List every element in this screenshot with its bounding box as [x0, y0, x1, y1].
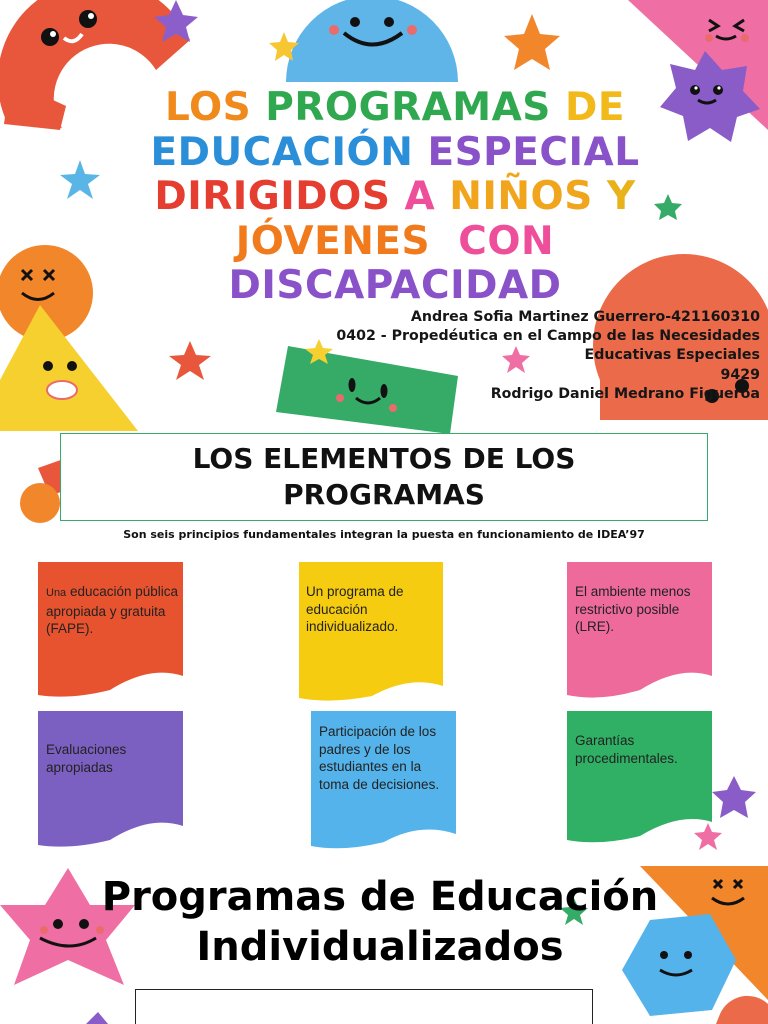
- pink-small-star-icon: [694, 823, 722, 850]
- author-line: Andrea Sofia Martinez Guerrero-421160310: [410, 309, 760, 325]
- red-star-icon: [169, 341, 211, 380]
- bottom-title-line: Programas de Educación: [101, 874, 659, 920]
- course-line: 0402 - Propedéutica en el Campo de las Necesidades: [336, 328, 760, 345]
- orange-star-icon: [504, 14, 560, 70]
- note-fape: [46, 583, 180, 638]
- bottom-title: [70, 872, 690, 972]
- bottom-title-line: Individualizados: [196, 924, 564, 970]
- title-word: Y: [606, 174, 636, 219]
- green-star-icon: [654, 194, 682, 220]
- note-evaluations: Evaluaciones apropiadas: [46, 742, 127, 775]
- note-guarantees: Garantías procedimentales.: [575, 733, 678, 766]
- title-line-2: [150, 131, 640, 176]
- section-title-line: LOS ELEMENTOS DE LOS: [192, 442, 576, 475]
- title-line-4: [150, 220, 640, 265]
- section-subtitle: Son seis principios fundamentales integran la puesta en funcionamiento de IDEA’97: [123, 528, 645, 541]
- section-title-line: PROGRAMAS: [283, 478, 485, 511]
- teacher-line: Rodrigo Daniel Medrano Figueroa: [490, 385, 760, 402]
- title-word: NIÑOS: [449, 174, 607, 219]
- title-word: JÓVENES: [235, 218, 459, 264]
- purple-star-right-icon: [712, 776, 756, 818]
- course-line: Educativas Especiales: [584, 347, 760, 364]
- note-participation: Participación de los padres y de los estudiantes en la toma de decisiones.: [319, 724, 440, 792]
- title-word: PROGRAMAS: [265, 85, 565, 130]
- group-line: 9429: [720, 366, 760, 383]
- purple-corner-shape: [86, 1012, 108, 1024]
- note-shape-6: [567, 711, 712, 842]
- note-prefix: Una: [46, 587, 67, 599]
- title-word: A: [404, 174, 450, 219]
- title-word: DIRIGIDOS: [154, 174, 405, 219]
- title-word: DISCAPACIDAD: [228, 263, 562, 308]
- title-word: EDUCACIÓN: [150, 129, 428, 175]
- note-lre: El ambiente menos restrictivo posible (LRE).: [575, 584, 691, 634]
- author-info: [320, 308, 760, 404]
- blue-star-icon: [60, 160, 100, 199]
- title-line-1: [150, 86, 640, 131]
- note-shape-4: [38, 711, 183, 847]
- title-word: ESPECIAL: [427, 129, 640, 175]
- bottom-content-box: [135, 989, 593, 1024]
- title-line-3: [150, 175, 640, 220]
- note-text: educación pública apropiada y gratuita (FAPE).: [46, 584, 179, 636]
- page-title: [150, 86, 640, 309]
- title-word: DE: [564, 85, 625, 130]
- orange-small-circle-shape: [20, 483, 60, 523]
- note-iep: Un programa de educación individualizado.: [306, 584, 404, 634]
- title-word: CON: [458, 218, 555, 264]
- title-line-5: [150, 264, 640, 309]
- title-word: LOS: [165, 85, 266, 130]
- section-title: [60, 441, 708, 513]
- blue-semicircle-shape: [286, 0, 458, 82]
